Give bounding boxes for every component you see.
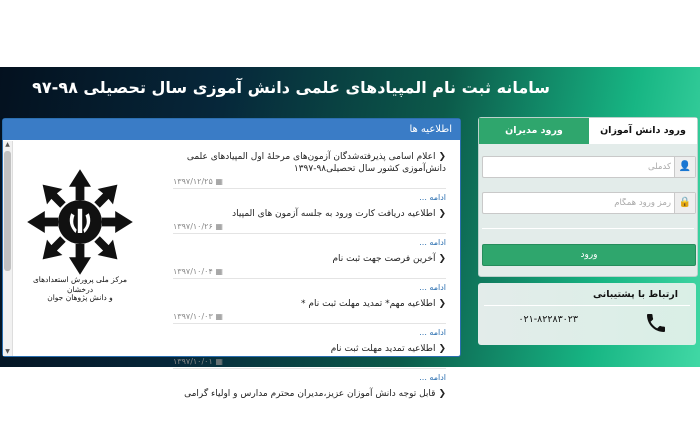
news-date: ۱۳۹۷/۱۲/۲۵ ▦ [173,177,223,186]
phone-icon [644,311,668,335]
password-field[interactable] [482,192,696,214]
chevron-left-icon: ❮ [438,344,446,354]
tab-manager-login[interactable]: ورود مدیران [479,118,589,144]
organization-logo [25,167,135,307]
news-date: ۱۳۹۷/۱۰/۲۶ ▦ [173,222,223,231]
news-date: ۱۳۹۷/۱۰/۰۱ ▦ [173,357,223,366]
read-more-link[interactable]: ادامه ... [419,193,446,202]
divider [484,305,690,306]
chevron-left-icon: ❮ [438,299,446,309]
chevron-left-icon: ❮ [438,152,446,162]
read-more-link[interactable]: ادامه ... [419,238,446,247]
national-id-input[interactable] [489,159,673,175]
national-id-field[interactable] [482,156,696,178]
calendar-icon: ▦ [215,222,223,231]
news-title[interactable]: ❮اطلاعیه تمدید مهلت ثبت نام [330,344,446,354]
read-more-link[interactable]: ادامه ... [419,373,446,382]
login-panel [478,117,698,277]
logo-emblem-icon [25,167,135,277]
login-tabs [479,118,697,144]
scroll-thumb[interactable] [4,151,11,271]
read-more-link[interactable]: ادامه ... [419,283,446,292]
support-title: ارتباط با پشتیبانی [593,289,678,300]
chevron-left-icon: ❮ [438,209,446,219]
scroll-down-arrow-icon[interactable]: ▼ [5,348,10,355]
calendar-icon: ▦ [215,357,223,366]
list-item [173,204,446,234]
list-item [173,249,446,279]
announcements-header: اطلاعیه ها [3,119,460,140]
chevron-left-icon: ❮ [438,389,446,399]
news-title[interactable]: ❮اطلاعیه مهم* تمدید مهلت ثبت نام * [301,299,446,309]
news-title[interactable]: ❮اعلام اسامی پذیرفته‌شدگان آزمون‌های مرحلهٔ اول المپیادهای علمی دانش‌آموزی کشور سال تحصیلی۹۸-۱۳۹۷ [186,152,446,174]
logo-text-line-1: مرکز ملی پرورش استعدادهای درخشان [32,275,128,294]
news-title[interactable]: ❮آخرین فرصت جهت ثبت نام [332,254,446,264]
announcements-panel [2,118,461,399]
support-phone-number[interactable]: ۰۲۱-۸۲۲۸۳۰۲۳ [518,314,578,325]
news-title[interactable]: ❮اطلاعیه دریافت کارت ورود به جلسه آزمون های المپیاد [232,209,446,219]
user-icon: 👤 [674,157,695,177]
password-input[interactable] [489,195,673,211]
divider [482,228,694,229]
news-list [173,147,446,402]
read-more-link[interactable]: ادامه ... [419,328,446,337]
news-date: ۱۳۹۷/۱۰/۰۴ ▦ [173,267,223,276]
calendar-icon: ▦ [215,267,223,276]
lock-icon: 🔒 [674,193,695,213]
chevron-left-icon: ❮ [438,254,446,264]
calendar-icon: ▦ [215,312,223,321]
list-item [173,384,446,402]
list-item [173,294,446,324]
list-item [173,339,446,369]
list-item [173,147,446,189]
news-date: ۱۳۹۷/۱۰/۰۳ ▦ [173,312,223,321]
scrollbar[interactable] [3,141,13,356]
calendar-icon: ▦ [215,177,223,186]
tab-student-login[interactable]: ورود دانش آموزان [589,118,697,144]
support-panel [478,283,696,345]
announcements-body [3,141,460,399]
login-button[interactable]: ورود [482,244,696,266]
news-title[interactable]: ❮قابل توجه دانش آموزان عزیز،مدیران محترم مدارس و اولیاء گرامی [184,389,446,399]
scroll-up-arrow-icon[interactable]: ▲ [5,141,10,148]
site-title: سامانه ثبت نام المپیادهای علمی دانش آموزی سال تحصیلی ۹۸-۹۷ [32,78,550,97]
logo-text-line-2: و دانش پژوهان جوان [47,293,113,302]
